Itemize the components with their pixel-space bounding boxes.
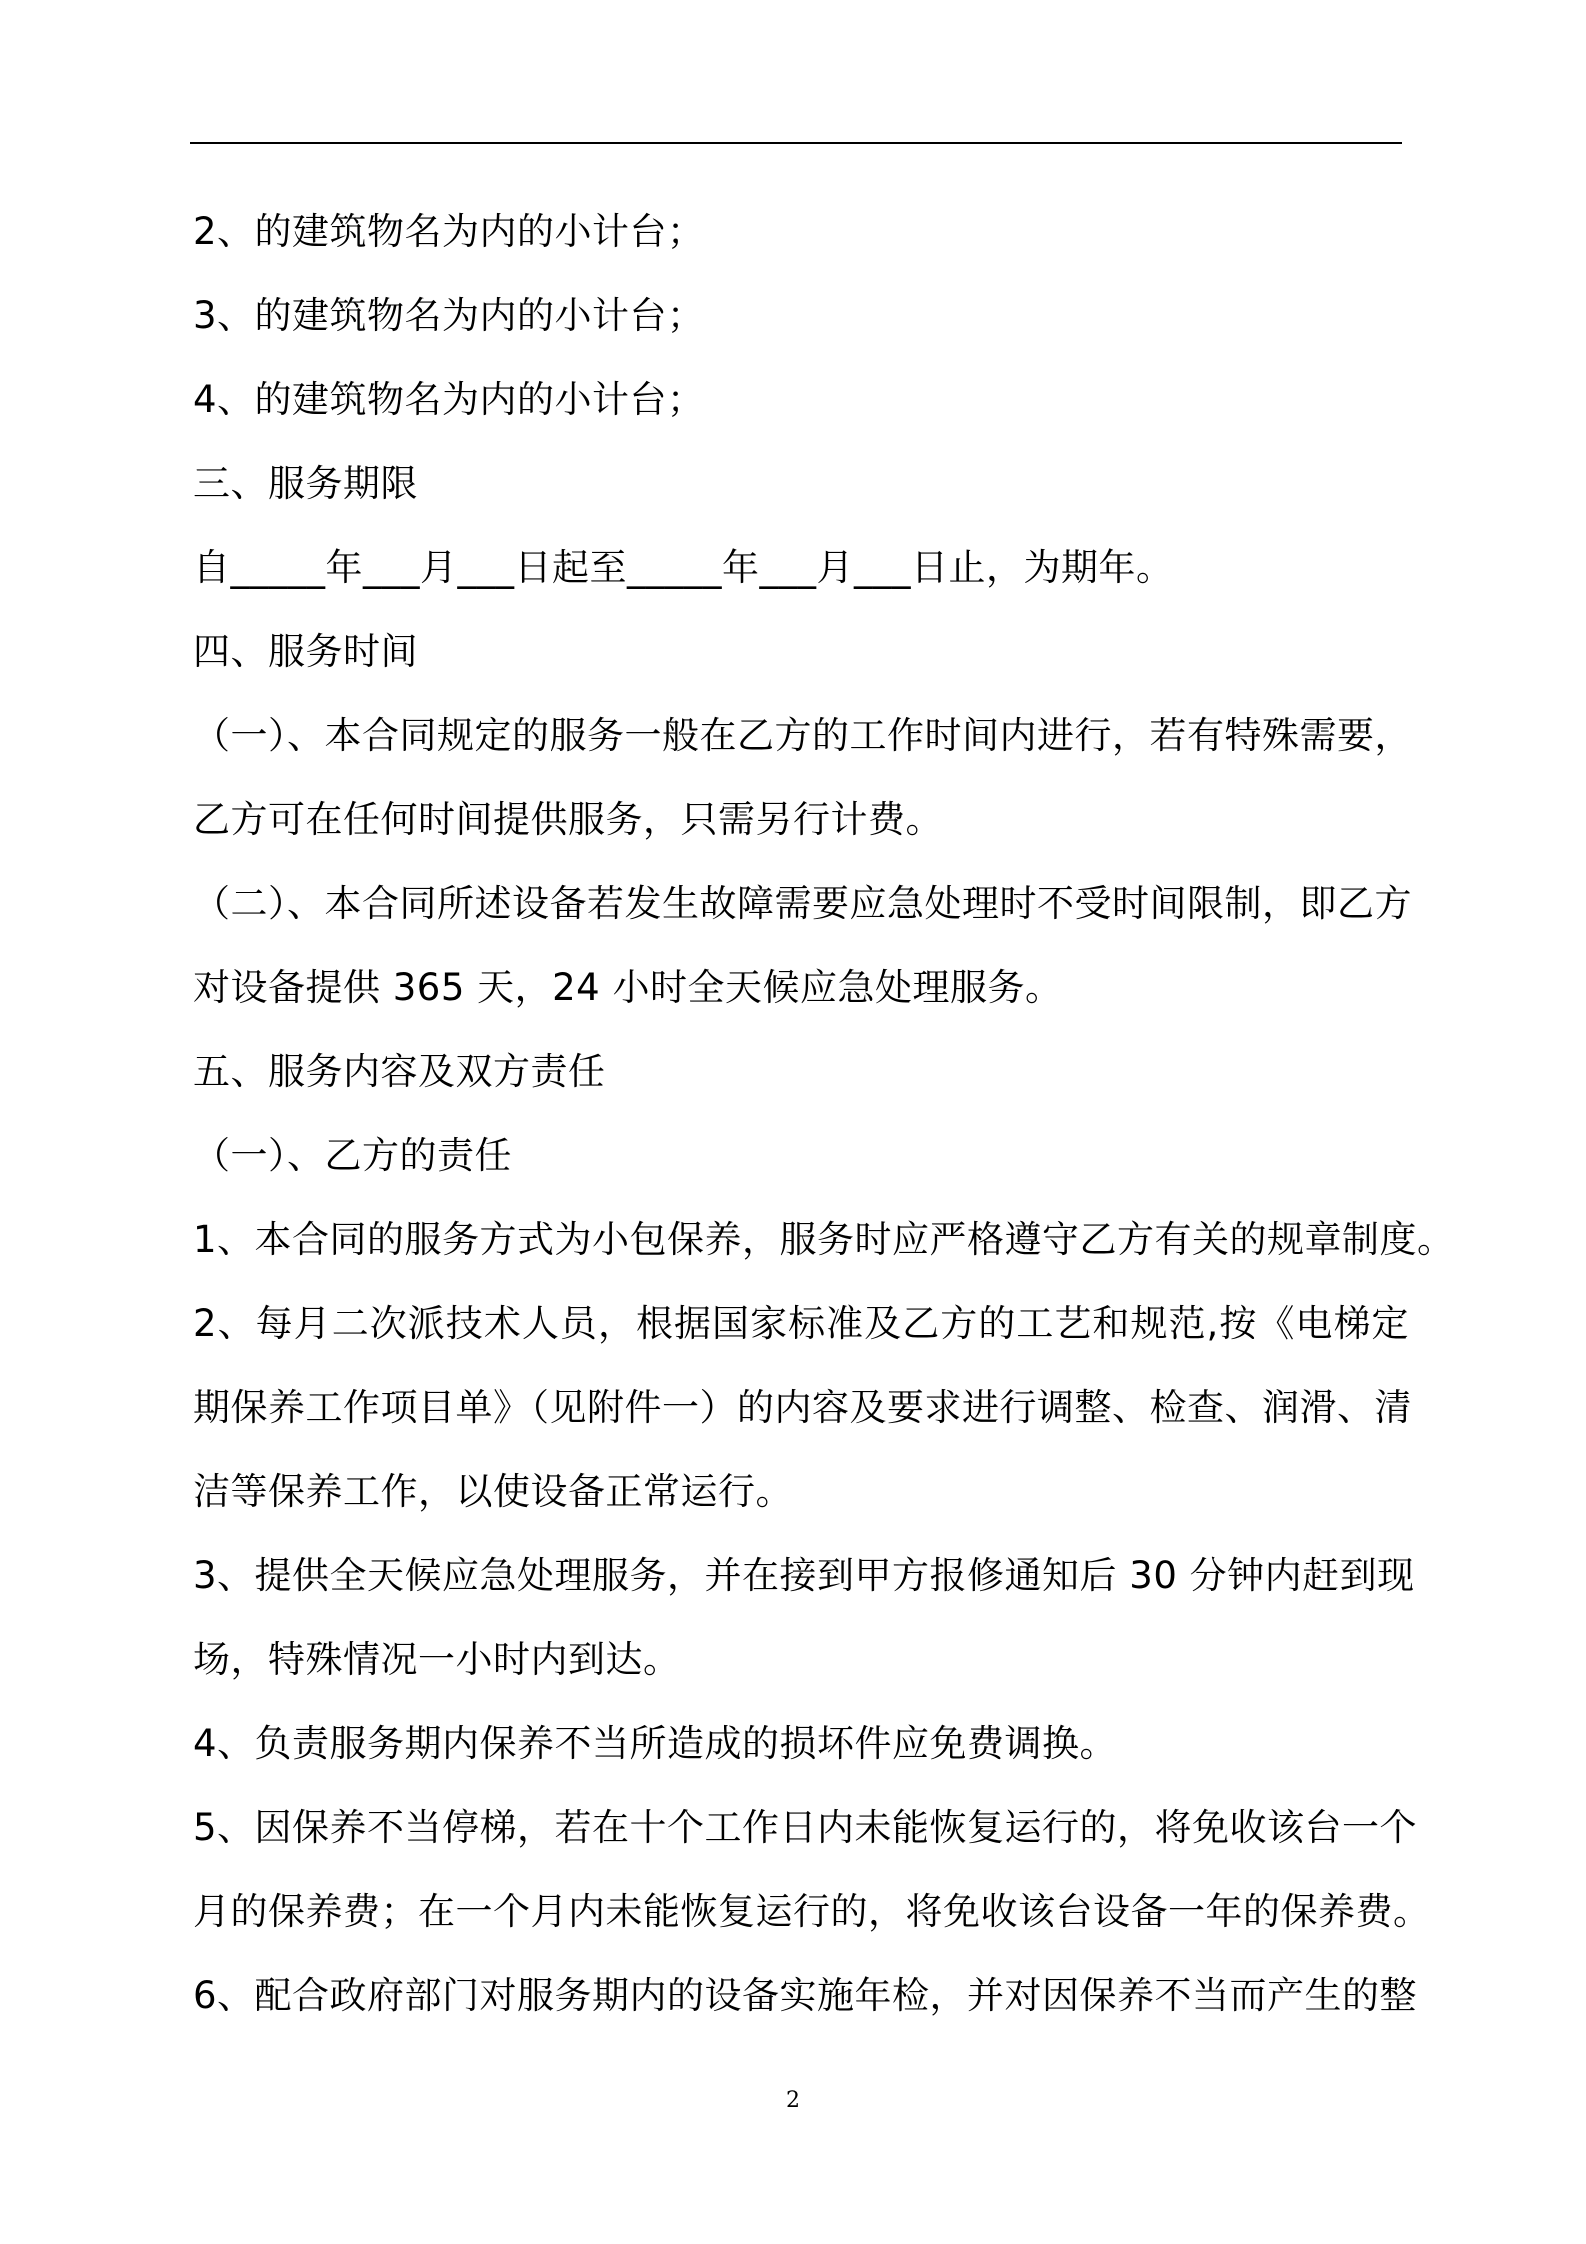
paragraph-line: 5、因保养不当停梯，若在十个工作日内未能恢复运行的，将免收该台一个 [193, 1806, 1418, 1849]
list-item-3: 3、的建筑物名为内的小计台； [193, 294, 705, 337]
paragraph-line: （一）、本合同规定的服务一般在乙方的工作时间内进行，若有特殊需要， [193, 714, 1412, 757]
section-heading-service-time: 四、服务时间 [193, 630, 418, 673]
section-heading-service-term: 三、服务期限 [193, 462, 418, 505]
paragraph-line: 2、每月二次派技术人员，根据国家标准及乙方的工艺和规范,按《电梯定 [193, 1302, 1409, 1345]
paragraph-line: 期保养工作项目单》（见附件一）的内容及要求进行调整、检查、润滑、清 [193, 1386, 1412, 1429]
paragraph-line: 洁等保养工作，以使设备正常运行。 [193, 1470, 793, 1513]
document-body [193, 200, 1455, 2048]
list-item-2: 2、的建筑物名为内的小计台； [193, 210, 705, 253]
list-item-4: 4、的建筑物名为内的小计台； [193, 378, 705, 421]
paragraph-line: 乙方可在任何时间提供服务，只需另行计费。 [193, 798, 943, 841]
paragraph-line: 对设备提供 365 天，24 小时全天候应急处理服务。 [193, 966, 1063, 1009]
subsection-heading-party-b: （一）、乙方的责任 [193, 1134, 512, 1177]
paragraph-line: 月的保养费；在一个月内未能恢复运行的，将免收该台设备一年的保养费。 [193, 1890, 1431, 1933]
paragraph-line: 3、提供全天候应急处理服务，并在接到甲方报修通知后 30 分钟内赶到现 [193, 1554, 1415, 1597]
paragraph-line: 4、负责服务期内保养不当所造成的损坏件应免费调换。 [193, 1722, 1118, 1765]
paragraph-line: （二）、本合同所述设备若发生故障需要应急处理时不受时间限制，即乙方 [193, 882, 1412, 925]
paragraph-line: 6、配合政府部门对服务期内的设备实施年检，并对因保养不当而产生的整 [193, 1974, 1418, 2017]
service-term-dates: 自_____年___月___日起至_____年___月___日止，为期年。 [193, 546, 1174, 589]
paragraph-line: 场，特殊情况一小时内到达。 [193, 1638, 681, 1681]
section-heading-service-content: 五、服务内容及双方责任 [193, 1050, 606, 1093]
header-rule [190, 142, 1402, 144]
paragraph-line: 1、本合同的服务方式为小包保养，服务时应严格遵守乙方有关的规章制度。 [193, 1218, 1455, 1261]
page-number: 2 [786, 2088, 800, 2113]
